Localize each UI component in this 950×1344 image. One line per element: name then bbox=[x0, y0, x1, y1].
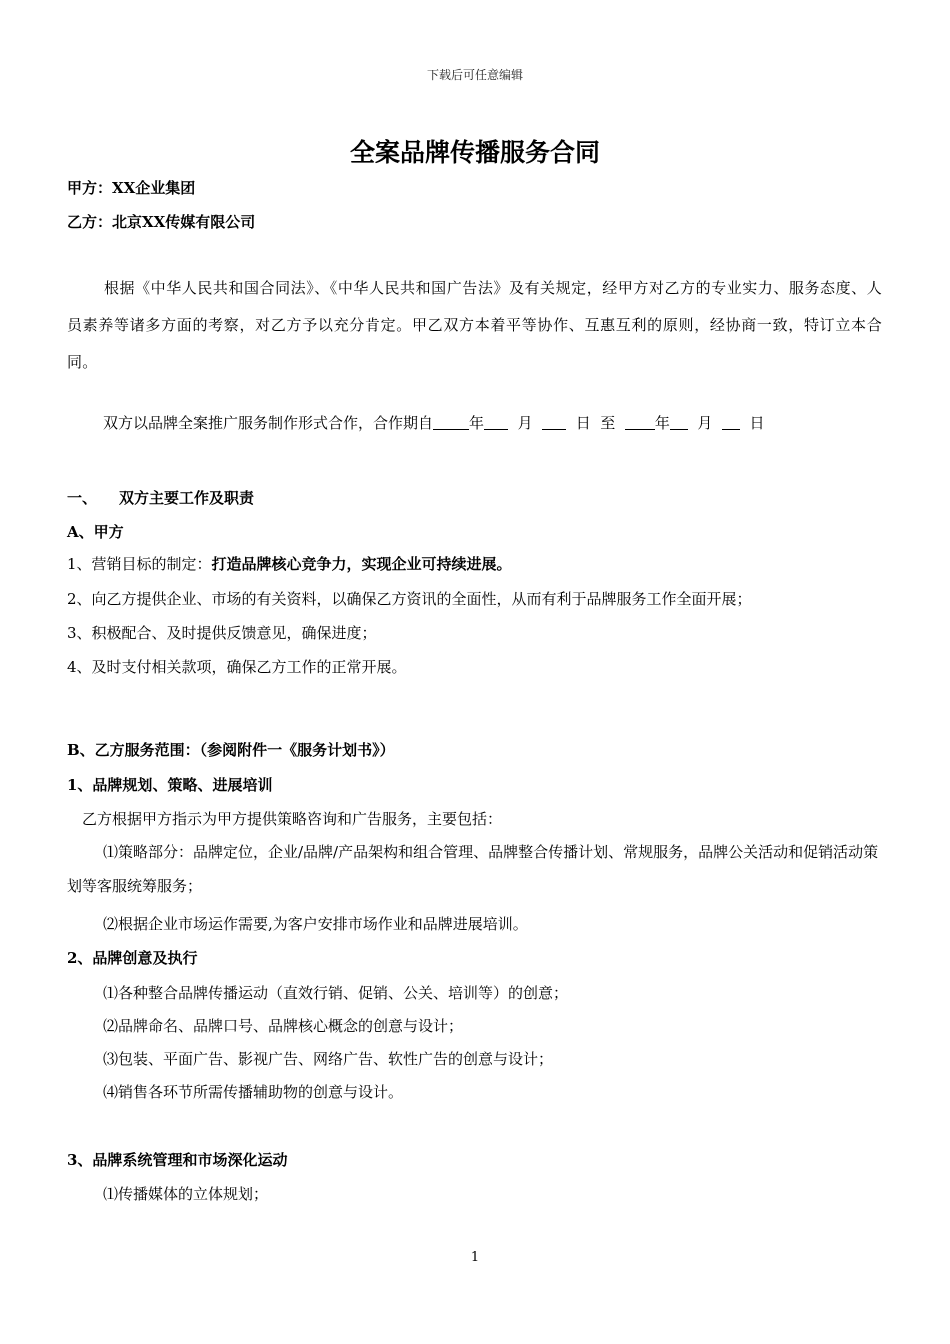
start-day-blank[interactable] bbox=[542, 415, 566, 430]
period-day-label-2: 日 bbox=[749, 414, 765, 432]
end-month-blank[interactable] bbox=[670, 415, 688, 430]
page-number: 1 bbox=[470, 1250, 480, 1265]
period-year-label: 年 bbox=[469, 414, 485, 432]
section-1-number: 一、 bbox=[67, 489, 98, 507]
duty-1-label: 1、营销目标的制定： bbox=[67, 555, 212, 573]
party-a-duties-title: A、甲方 bbox=[67, 523, 124, 541]
period-to-label: 至 bbox=[600, 414, 616, 432]
section-1-heading bbox=[67, 487, 254, 508]
cooperation-period bbox=[103, 412, 765, 433]
party-a-duty-3: 3、积极配合、及时提供反馈意见，确保进度； bbox=[67, 624, 377, 642]
document-title: 全案品牌传播服务合同 bbox=[349, 138, 600, 167]
scope-1-item-2: ⑵根据企业市场运作需要,为客户安排市场作业和品牌进展培训。 bbox=[103, 915, 528, 933]
party-b: 乙方：北京XX传媒有限公司 bbox=[67, 213, 256, 231]
duty-1-emphasis: 打造品牌核心竞争力，实现企业可持续进展。 bbox=[211, 555, 512, 573]
period-month-label: 月 bbox=[517, 414, 533, 432]
party-b-scope-title: B、乙方服务范围：（参阅附件一《服务计划书》） bbox=[67, 741, 395, 759]
scope-2-title: 2、品牌创意及执行 bbox=[67, 949, 198, 967]
intro-paragraph: 根据《中华人民共和国合同法》、《中华人民共和国广告法》及有关规定，经甲方对乙方的专业实力、服务态度、人员素养等诸多方面的考察，对乙方予以充分肯定。甲乙双方本着平等协作、互惠互利的原则，经协商一致，特订立本合同。 bbox=[67, 279, 882, 371]
scope-1-title: 1、品牌规划、策略、进展培训 bbox=[67, 776, 273, 794]
scope-1-item-1: ⑴策略部分：品牌定位，企业/品牌/产品架构和组合管理、品牌整合传播计划、常规服务，品牌公关活动和促销活动策划等客服统筹服务； bbox=[67, 843, 879, 895]
period-day-label: 日 bbox=[575, 414, 591, 432]
party-a: 甲方：XX企业集团 bbox=[67, 179, 196, 197]
period-month-label-2: 月 bbox=[697, 414, 713, 432]
period-prefix: 双方以品牌全案推广服务制作形式合作，合作期自 bbox=[103, 414, 434, 432]
section-1-title: 双方主要工作及职责 bbox=[119, 489, 255, 507]
scope-2-item-2: ⑵品牌命名、品牌口号、品牌核心概念的创意与设计； bbox=[103, 1017, 464, 1035]
scope-2-item-1: ⑴各种整合品牌传播运动（直效行销、促销、公关、培训等）的创意； bbox=[103, 984, 569, 1002]
party-a-duty-2: 2、向乙方提供企业、市场的有关资料，以确保乙方资讯的全面性，从而有利于品牌服务工作全面开展； bbox=[67, 590, 752, 608]
end-year-blank[interactable] bbox=[625, 415, 655, 430]
scope-2-item-4: ⑷销售各环节所需传播辅助物的创意与设计。 bbox=[103, 1083, 404, 1101]
start-month-blank[interactable] bbox=[484, 415, 508, 430]
scope-3-item-1: ⑴传播媒体的立体规划； bbox=[103, 1185, 269, 1203]
scope-2-item-3: ⑶包装、平面广告、影视广告、网络广告、软性广告的创意与设计； bbox=[103, 1050, 554, 1068]
scope-3-title: 3、品牌系统管理和市场深化运动 bbox=[67, 1151, 288, 1169]
end-day-blank[interactable] bbox=[722, 415, 740, 430]
party-a-duty-1 bbox=[67, 553, 512, 574]
party-a-duty-4: 4、及时支付相关款项，确保乙方工作的正常开展。 bbox=[67, 658, 407, 676]
scope-1-intro: 乙方根据甲方指示为甲方提供策略咨询和广告服务，主要包括： bbox=[82, 810, 503, 828]
page-header-note: 下载后可任意编辑 bbox=[426, 68, 523, 82]
start-year-blank[interactable] bbox=[433, 415, 469, 430]
period-year-label-2: 年 bbox=[654, 414, 670, 432]
